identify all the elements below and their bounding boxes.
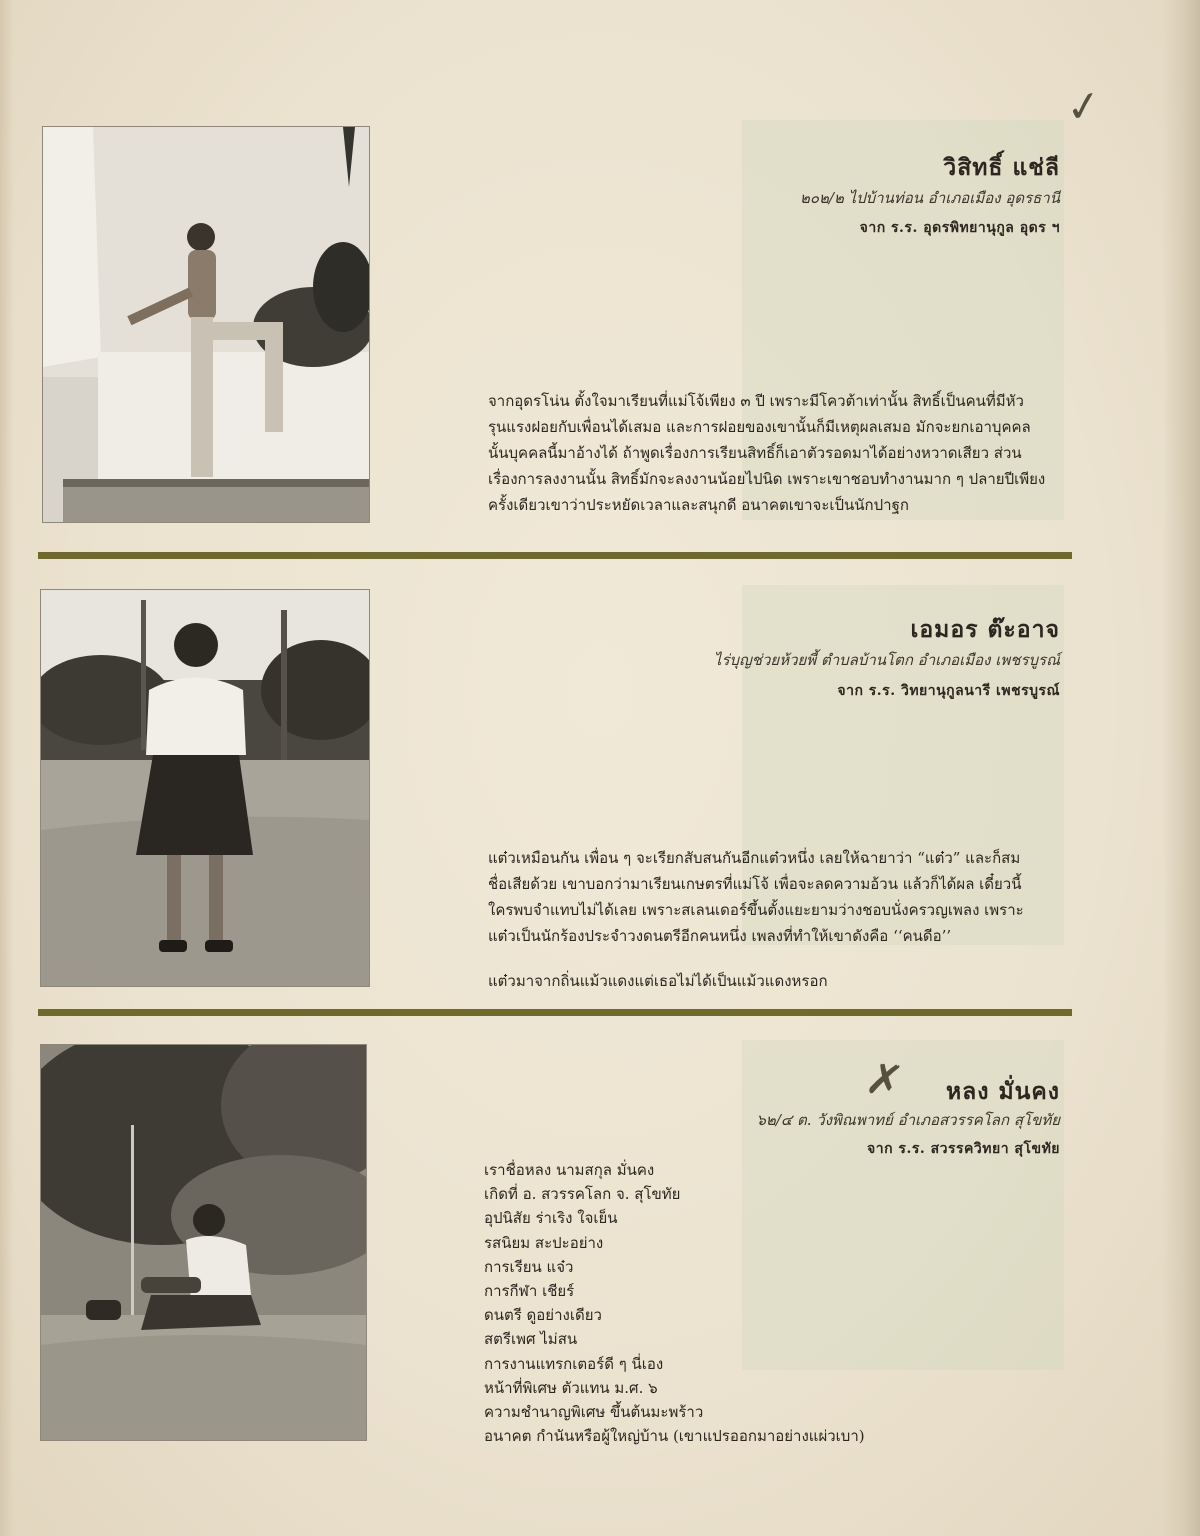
profile-bio <box>488 388 1045 518</box>
profile-bio-list <box>484 1158 865 1448</box>
photo-boy-on-wall <box>43 127 369 522</box>
profile-photo <box>41 590 369 986</box>
bio-line: อุปนิสัย ร่าเริง ใจเย็น <box>484 1209 618 1228</box>
bio-line: รุนแรงฝอยกับเพื่อนได้เสมอ และการฝอยของเขานั้นก็มีเหตุผลเสมอ มักจะยกเอาบุคคล <box>488 418 1031 436</box>
profile-photo <box>41 1045 366 1440</box>
bio-line: ใครพบจำแทบไม่ได้เลย เพราะสเลนเดอร์ขึ้นตั้งแยะยามว่างชอบนั่งครวญเพลง เพราะ <box>488 901 1024 919</box>
bio-line: แต๋วเป็นนักร้องประจำวงดนตรีอีกคนหนึ่ง เพลงที่ทำให้เขาดังคือ ‘‘คนดีอ’’ <box>488 927 952 945</box>
photo-girl-on-road <box>41 590 369 986</box>
bio-line: แต๋วเหมือนกัน เพื่อน ๆ จะเรียกสับสนกันอีกแต๋วหนึ่ง เลยให้ฉายาว่า “แต๋ว” และก็สม <box>488 849 1021 867</box>
profile-address: ไร่บุญช่วยห้วยพี้ ตำบลบ้านโตก อำเภอเมือง เพชรบูรณ์ <box>713 651 1060 669</box>
photo-man-sitting-on-grass <box>41 1045 366 1440</box>
bio-line: อนาคต กำนันหรือผู้ใหญ่บ้าน (เขาแปรออกมาอย่างแผ่วเบา) <box>484 1427 865 1446</box>
profile-school: จาก ร.ร. อุดรพิทยานุกูล อุดร ฯ <box>859 220 1060 236</box>
profile-name: เอมอร ต๊ะอาจ <box>910 616 1060 643</box>
bio-line: สตรีเพศ ไม่สน <box>484 1330 578 1349</box>
bio-line: จากอุดรโน่น ตั้งใจมาเรียนที่แม่โจ้เพียง ๓ ปี เพราะมีโควต้าเท่านั้น สิทธิ์เป็นคนที่มีหัว <box>488 392 1024 410</box>
bio-line: หน้าที่พิเศษ ตัวแทน ม.ศ. ๖ <box>484 1378 658 1397</box>
bio-line: การกีฬา เชียร์ <box>484 1282 575 1301</box>
bio-line: เรื่องการลงงานนั้น สิทธิ์มักจะลงงานน้อยไปนิด เพราะเขาชอบทำงานมาก ๆ ปลายปีเพียง <box>488 470 1046 488</box>
profile-address: ๒๐๒/๒ ไปบ้านท่อน อำเภอเมือง อุดรธานี <box>799 189 1060 207</box>
bio-line: เราชื่อหลง นามสกุล มั่นคง <box>484 1161 655 1179</box>
profile-school: จาก ร.ร. วิทยานุกูลนารี เพชรบูรณ์ <box>837 683 1060 699</box>
section-divider <box>38 1009 1072 1016</box>
bio-line: ครั้งเดียวเขาว่าประหยัดเวลาและสนุกดี อนาคตเขาจะเป็นนักปาฐก <box>488 496 909 514</box>
bio-line: แต๋วมาจากถิ่นแม้วแดงแต่เธอไม่ได้เป็นแม้วแดงหรอก <box>488 972 828 990</box>
bio-line: การเรียน แจ๋ว <box>484 1257 574 1276</box>
profile-name: วิสิทธิ์ แช่ลี <box>943 154 1060 181</box>
bio-line: การงานแทรกเตอร์ดี ๆ นี่เอง <box>484 1354 664 1373</box>
bio-line: ความชำนาญพิเศษ ขึ้นต้นมะพร้าว <box>484 1403 704 1422</box>
profile-photo <box>43 127 369 522</box>
check-mark-icon: ✓ <box>1062 79 1105 134</box>
section-divider <box>38 552 1072 559</box>
bio-line: ชื่อเสียด้วย เขาบอกว่ามาเรียนเกษตรที่แม่โจ้ เพื่อจะลดความอ้วน แล้วก็ได้ผล เดี๋ยวนี้ <box>488 875 1022 893</box>
bio-line: นั้นบุคคลนี้มาอ้างได้ ถ้าพูดเรื่องการเรียนสิทธิ์ก็เอาตัวรอดมาได้อย่างหวาดเสียว ส่วน <box>488 444 1022 462</box>
bio-line: รสนิยม สะปะอย่าง <box>484 1233 604 1252</box>
cross-mark-icon: ✗ <box>861 1052 908 1109</box>
page-edge-right <box>1162 0 1200 1536</box>
profile-bio <box>488 845 1024 994</box>
profile-address: ๖๒/๔ ต. วังพิณพาทย์ อำเภอสวรรคโลก สุโขทัย <box>756 1111 1060 1129</box>
bio-line: ดนตรี ดูอย่างเดียว <box>484 1306 602 1325</box>
profile-school: จาก ร.ร. สวรรควิทยา สุโขทัย <box>867 1141 1060 1157</box>
page-edge-left <box>0 0 14 1536</box>
bio-line: เกิดที่ อ. สวรรคโลก จ. สุโขทัย <box>484 1185 681 1204</box>
profile-name: หลง มั่นคง <box>946 1078 1060 1105</box>
